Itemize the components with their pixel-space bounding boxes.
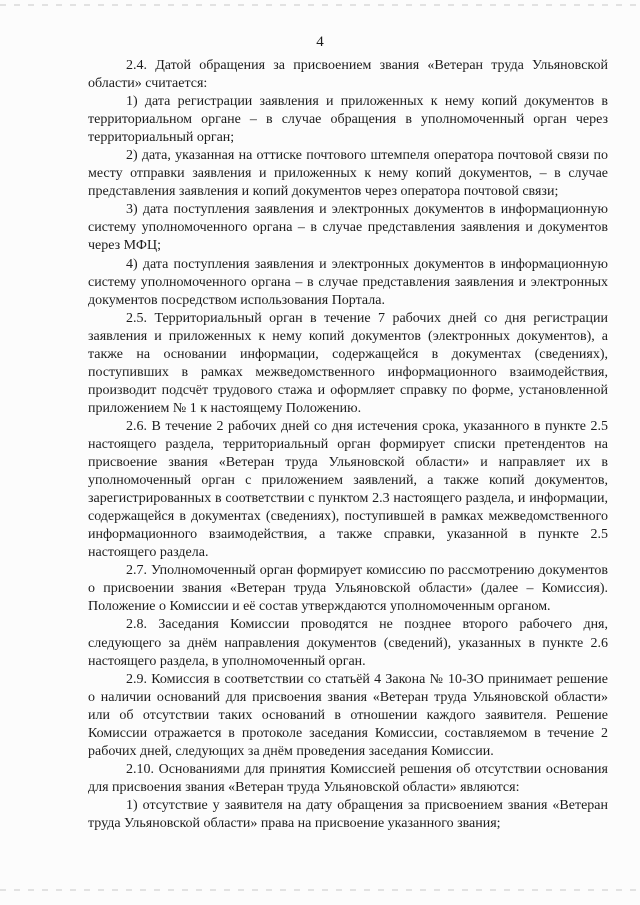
- paragraph-2-4-item-3: 3) дата поступления заявления и электронных документов в информационную систему уполномоченного органа – в случае представления заявления и документов через МФЦ;: [88, 202, 608, 254]
- document-body: [88, 57, 608, 833]
- paragraph-2-4-item-4: 4) дата поступления заявления и электронных документов в информационную систему уполномоченного органа – в случае представления заявления и электронных документов посредством использования Портала.: [88, 256, 608, 308]
- paragraph-2-8: 2.8. Заседания Комиссии проводятся не позднее второго рабочего дня, следующего за днём направления документов (сведений), указанных в пункте 2.6 настоящего раздела, в уполномоченный орган.: [88, 617, 608, 669]
- paragraph-2-10-item-1: 1) отсутствие у заявителя на дату обращения за присвоением звания «Ветеран труда Ульяновской области» права на присвоение указанного звания;: [88, 797, 608, 831]
- scan-bottom-edge: [0, 889, 640, 891]
- paragraph-2-4-item-2: 2) дата, указанная на оттиске почтового штемпеля оператора почтовой связи по месту отправки заявления и приложенных к нему копий документов, – в случае представления заявления и копий документов через оператора почтовой связи;: [88, 148, 608, 200]
- page-number: 4: [316, 34, 324, 50]
- paragraph-2-7: 2.7. Уполномоченный орган формирует комиссию по рассмотрению документов о присвоении звания «Ветеран труда Ульяновской области» (далее – Комиссия). Положение о Комиссии и её состав утверждаются уполномоченным органом.: [88, 563, 608, 615]
- paragraph-2-6: 2.6. В течение 2 рабочих дней со дня истечения срока, указанного в пункте 2.5 настоящего раздела, территориальный орган формирует списки претендентов на присвоение звания «Ветеран труда Ульяновской области» и направляет их в уполномоченный орган с приложением заявлений, а также копий документов, зарегистрированных в соответствии с пунктом 2.3 настоящего раздела, и информации, содержащейся в документах (сведениях), поступившей в рамках межведомственного информационного взаимодействия, а также справки, указанной в пункте 2.5 настоящего раздела.: [88, 418, 608, 561]
- paragraph-2-9: 2.9. Комиссия в соответствии со статьёй 4 Закона № 10-ЗО принимает решение о наличии оснований для присвоения звания «Ветеран труда Ульяновской области» или об отсутствии таких оснований в отношении каждого заявителя. Решение Комиссии отражается в протоколе заседания Комиссии, составляемом в течение 2 рабочих дней, следующих за днём проведения заседания Комиссии.: [88, 671, 608, 759]
- paragraph-2-4: 2.4. Датой обращения за присвоением звания «Ветеран труда Ульяновской области» считается:: [88, 58, 608, 92]
- paragraph-2-10: 2.10. Основаниями для принятия Комиссией решения об отсутствии основания для присвоения звания «Ветеран труда Ульяновской области» являются:: [88, 761, 608, 795]
- paragraph-2-4-item-1: 1) дата регистрации заявления и приложенных к нему копий документов в территориальном органе – в случае обращения в уполномоченный орган через территориальный орган;: [88, 94, 608, 146]
- paragraph-2-5: 2.5. Территориальный орган в течение 7 рабочих дней со дня регистрации заявления и приложенных к нему копий документов (электронных документов), а также на основании информации, содержащейся в документах (сведениях), поступивших в рамках межведомственного информационного взаимодействия, производит подсчёт трудового стажа и оформляет справку по форме, установленной приложением № 1 к настоящему Положению.: [88, 310, 608, 416]
- scan-top-edge: [0, 4, 640, 6]
